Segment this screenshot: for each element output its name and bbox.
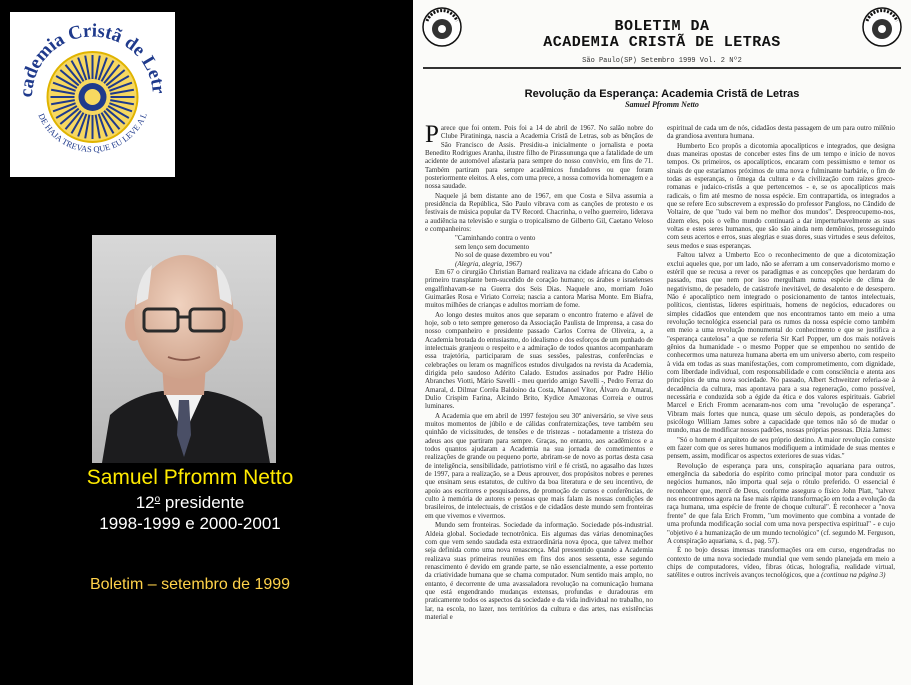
person-name: Samuel Pfromm Netto [86, 466, 294, 489]
article-title: Revolução da Esperança: Academia Cristã de Letras [524, 88, 800, 100]
paragraph: Humberto Eco propôs a dicotomia apocalípticos e integrados, que designa duas maneiras opostas de conceber estes fins de um tempo e início de novos tempos. Os primeiros, os apocalípticos, encaram com pessimismo e temor os sinais de que estaríamos próximos de uma nova e fulminante barbárie, o fim de todas as esperanças, o ômega da cultura e da civilização com raízes greco-romanas e judaico-cristãs a que pertencemos - e, se os apocalípticos mais radicais, o fim até mesmo de nossa espécie. Em contrapartida, os integrados a que se refere Eco subscrevem a expressão do professor Pangloss, no Cândido de Voltaire, de que "tudo vai bem no melhor dos mundos". Despreocupemo-nos, dizem eles, pois o velho mundo continuará a dar imperturbavelmente as suas voltas e estes seres humanos, que são são ainda nem demônios, prosseguindo com seus acertos e erros, suas alegrias e suas dores, suas virtudes e seus defeitos, seus medos e suas esperanças. [667, 141, 895, 250]
article-column-left [425, 124, 653, 680]
paragraph: Faltou talvez a Umberto Eco o reconhecimento de que a dicotomização exclui aqueles que, por um lado, não se aferram a um conservadorismo morno e estéril que se recusa a rever os paradigmas e as concepções que herdaram do passado, mas que nem por isso mergulham numa espécie de clima de negativismo, de pesadelo, de catástrofe inevitável, de desalento e de desespero. Não é apocalíptico nem integrado o posicionamento de tantos intelectuais, políticos, cientistas, líderes espirituais, homens de negócios, educadores ou simples cidadãos que entendem que nos encontramos tanto em meio a uma revolução tecnológica essencial para os rumos da nossa espécie como também em meio a uma revolução monumental do conhecimento e que se justifica a "esperança cautelosa" a que se referia Sir Karl Popper, um dos mais notáveis gênios da humanidade - o mesmo Popper que se empenhou no sentido de conhecermos uma natureza humana aberta em um universo aberto, com respeito à vida em todas as suas manifestações, com comprometimento, com dignidade, com liberdade individual, com responsabilidade e com consciência e atenta aos princípios de uma nova sociedade. No passado, Albert Schweitzer referia-se à decadência da cultura, mas apontava para a sua regeneração, como possível, necessária e conduzida sob a égide da ética e dos valores espirituais. Gabriel Marcel e Erich Fromm acenaram-nos com uma "revolução de esperança". Vibram mais fortes que nunca, quase um século depois, as ponderações do psicólogo William James sobre a capacidade que temos não só de mudar o mundo, mas de modificar nossos padrões, nossas próprias pessoas. Dizia James: [667, 251, 895, 435]
verse-line: No sol de quase dezembro eu vou" [455, 251, 553, 260]
ordinal-number: 12 [135, 493, 155, 512]
continued-note: (continua na página 3) [821, 571, 886, 580]
bulletin-page [413, 0, 911, 685]
logo-text-bottom: DE HAJA TREVAS QUE EU LEVE A L [36, 111, 149, 155]
logo-text-top: cademia Cristã de Letr [15, 20, 169, 98]
paragraph: Em 67 o cirurgião Christian Barnard realizava na cidade africana do Cabo o primeiro transplante bem-sucedido de coração humano; os árabes e israelenses engalfinhavam-se na Guerra dos Seis Dias. Naquele ano, morriam João Guimarães Rosa e Viriato Correia; nascia a cantora Marisa Monte. Em Biafra, muitos milhões de crianças e adultos morriam de fome. [425, 267, 653, 310]
masthead-subtitle: São Paulo(SP) Setembro 1999 Vol. 2 Nº2 [582, 57, 742, 65]
verse-line: "Caminhando contra o vento [455, 234, 536, 243]
ordinal-suffix: o [154, 494, 161, 505]
paragraph-text: arece que foi ontem. Pois foi a 14 de abril de 1967. No salão nobre do Clube Piratininga, nascia a Academia Cristã de Letras, sob as bênçãos de São Francisco de Assis. Presidiu-a inicialmente o jornalista e poeta Benedito Rodrigues Aranha, ilustre filho de Pirassununga que a fatalidade de um acidente de automóvel afastaria para sempre do nosso convívio, em fins de 71. Também partiram para sempre acadêmicos fundadores ou que foram posteriormente eleitos. A eles, com uma prece, a nossa comovida homenagem e a nossa saudade. [425, 124, 653, 191]
verse-source: (Alegria, alegria, 1967) [455, 259, 522, 268]
masthead-line-1: BOLETIM DA [614, 18, 710, 35]
drop-cap: P [425, 124, 439, 148]
paragraph: Ao longo destes muitos anos que separam o encontro fraterno e afável de hoje, sob o teto sempre generoso da Associação Paulista de Imprensa, a casa do nosso companheiro e presidente passado Carlos Correa de Oliveira, a, a Academia brotada do entusiasmo, do idealismo e dos esforços de um punhado de intelectuais granjeou o respeito e a admiração de todos quantos acompanharam essa trajetória, participaram de suas sessões, palestras, conferências e celebrações ou leram os magníficos estudos divulgados na revista da Academia, dirigida pelo saudoso Adérito Calado. Estudos assinados por Padre Hélio Abranches Viotti, Mário Savelli - meu querido amigo Savelli -, Pedro Ferraz do Amaral, d. Dilmar Corrêa Baldoino da Costa, Manoel Vítor, Álvaro do Amaral, Dulio Crispim Farina, Alcindo Brito, Kydice Amazonas Correia e outros luminares. [425, 310, 653, 411]
ordinal-label: presidente [164, 493, 245, 512]
portrait-illustration [92, 235, 276, 463]
paragraph: A Academia que em abril de 1997 festejou seu 30º aniversário, se vive seus muitos momentos de júbilo e de cálidas confraternizações, teve também seu quinhão de vicissitudes, de tensões e de tristezas - notadamente a tristeza do adeus aos que partiram para sempre. Graças, no entanto, aos acadêmicos e a todos quantos ajudaram a Academia na sua jornada de cometimentos e realizações de grande ou pequeno porte, abriram-se de novo as portas desta casa de inteligência, sensibilidade, patriotismo viril e fé cristã, no agasalho das luzes de 1997, para a realização, se a Deus aprouver, dos propósitos nobres e perenes que ensinam seus estatutos, de cultivo da boa literatura e de seu incentivo, de apoio aos escritores e pesquisadores, de promoção de cursos e conferências, de culto à memória de autores e pessoas que mais falam às nossas condições de brasileiros, de intelectuais, de cristãos e de cidadãos deste mundo sem fronteiras em que vivemos e vivermos. [425, 411, 653, 520]
paragraph-text: É no bojo dessas imensas transformações ora em curso, engendradas no contexto de uma nova sociedade mundial que vem sendo planejada em meio a chips de computadores, vídeo, fibras óticas, holografia, realidade virtual, satélites e outros incríveis avanços tecnológicos, que a [667, 546, 895, 580]
article-column-right [667, 124, 895, 680]
left-panel [0, 0, 410, 685]
article-author: Samuel Pfromm Netto [625, 100, 699, 109]
academy-logo-emblem [10, 12, 175, 177]
academy-logo [10, 12, 175, 177]
paragraph: Revolução de esperança para uns, conspiração aquariana para outros, emergência da sabedoria do espírito como principal motor para conduzir os negócios humanos, não importa qual seja o rótulo preferido. O essencial é reconhecer que, mercê de Deus, conforme assegura o físico John Platt, "talvez nos encontremos agora na fase mais rápida transformação em toda a evolução da raça humana, uma espécie de frente de choque cultural". É reconhecer a "nova frente" de que fala Erich Fromm, "um movimento que combina a vontade de uma profunda modificação social com uma nova perspectiva espiritual" - e cujo "objetivo é a humanização de um mundo tecnológico" (cf. segundo M. Ferguson, A conspiração aquariana, s. d., pag. 57). [667, 461, 895, 545]
masthead-line-2: ACADEMIA CRISTÃ DE LETRAS [543, 34, 781, 51]
verse-line: sem lenço sem documento [455, 242, 530, 251]
paragraph [667, 546, 895, 579]
bulletin-caption: Boletim – setembro de 1999 [89, 576, 291, 593]
paragraph [425, 124, 653, 191]
presidency-ordinal [0, 493, 380, 513]
bulletin-masthead [413, 19, 911, 51]
masthead-divider [423, 67, 901, 69]
paragraph: espiritual de cada um de nós, cidadãos desta passagem de um para outro milênio da grandiosa aventura humana. [667, 124, 895, 141]
paragraph: Mundo sem fronteiras. Sociedade da informação. Sociedade pós-industrial. Aldeia global. Sociedade tecnotrônica. Eis algumas das várias denominações com que vem sendo saudada esta extraordinária nova época, que talvez melhor seja definida como uma nova renascença. Mal pressentido quando a Academia realizava suas primeiras reuniões em fins dos anos sessenta, esse segundo renascimento é devido em grande parte, se não essencialmente, a esse portento da criatividade humana que se chama computador. Num sentido mais amplo, no entanto, é decorrente de uma avassaladora revolução na comunicação humana que está engendrando mudanças extensas, profundas e duradouras em praticamente todos os aspectos da sociedade e da vida individual no trabalho, no lar, na escola, no lazer, nos territórios da cultura e das artes, nas existências material e [425, 521, 653, 621]
portrait-photo [92, 235, 276, 463]
term-years: 1998-1999 e 2000-2001 [99, 514, 281, 533]
paragraph: Naquele já bem distante ano de 1967, em que Costa e Silva assumia a presidência da República, São Paulo vibrava com as canções de protesto e os festivais de música popular da TV Record. Chacrinha, o velho guerreiro, liderava a audiência na televisão e surgia o tropicalismo de Gilberto Gil, Caetano Veloso e companheiros: [425, 191, 653, 234]
quotation: "Só o homem é arquiteto de seu próprio destino. A maior revolução consiste em fazer com que os seres humanos modifiquem a intimidade de suas mentes e pensem, assim, modificar os aspectos exteriores de suas vidas." [667, 435, 895, 461]
